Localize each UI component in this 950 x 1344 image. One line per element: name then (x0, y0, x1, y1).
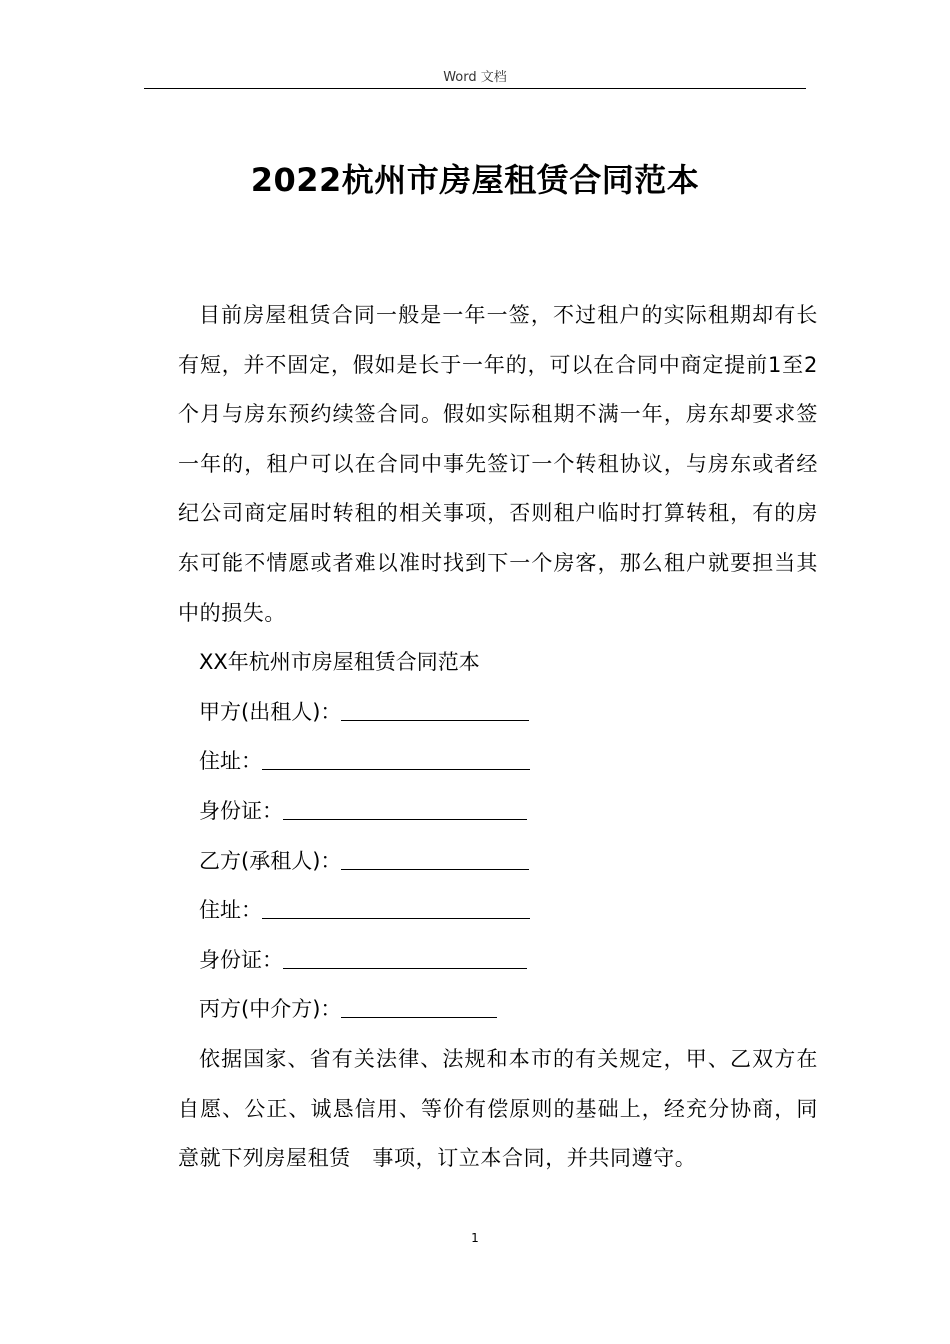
field-label: 丙方(中介方)： (199, 997, 342, 1022)
intro-paragraph: 目前房屋租赁合同一般是一年一签，不过租户的实际租期却有长有短，并不固定，假如是长于一年的，可以在合同中商定提前1至2个月与房东预约续签合同。假如实际租期不满一年，房东却要求签一年的，租户可以在合同中事先签订一个转租协议，与房东或者经纪公司商定届时转租的相关事项，否则租户临时打算转租，有的房东可能不情愿或者难以准时找到下一个房客，那么租户就要担当其中的损失。 (178, 303, 818, 625)
field-lessee-id (178, 936, 818, 986)
blank-line (262, 749, 530, 770)
document-title: 2022杭州市房屋租赁合同范本 (250, 161, 700, 199)
field-label: 住址： (199, 749, 262, 774)
blank-line (283, 948, 527, 969)
field-agency (178, 985, 818, 1035)
closing-paragraph: 依据国家、省有关法律、法规和本市的有关规定，甲、乙双方在自愿、公正、诚恳信用、等价有偿原则的基础上，经充分协商，同意就下列房屋租赁 事项，订立本合同，并共同遵守。 (178, 1046, 818, 1171)
blank-line (262, 898, 530, 919)
field-lessee-address (178, 886, 818, 936)
blank-line (283, 799, 527, 820)
blank-line (341, 700, 529, 721)
field-label: 乙方(承租人)： (199, 848, 342, 873)
field-lessee (178, 837, 818, 887)
blank-line (341, 849, 529, 870)
field-label: 身份证： (199, 798, 283, 823)
document-body (178, 291, 818, 1184)
blank-line (341, 997, 497, 1018)
header-divider (144, 88, 806, 89)
field-label: 甲方(出租人)： (199, 699, 342, 724)
field-lessor (178, 688, 818, 738)
page-number: 1 (471, 1231, 479, 1245)
field-label: 身份证： (199, 947, 283, 972)
page-header-label: Word 文档 (443, 70, 507, 85)
field-label: 住址： (199, 898, 262, 923)
field-lessor-address (178, 737, 818, 787)
field-lessor-id (178, 787, 818, 837)
contract-subtitle: XX年杭州市房屋租赁合同范本 (199, 650, 480, 675)
